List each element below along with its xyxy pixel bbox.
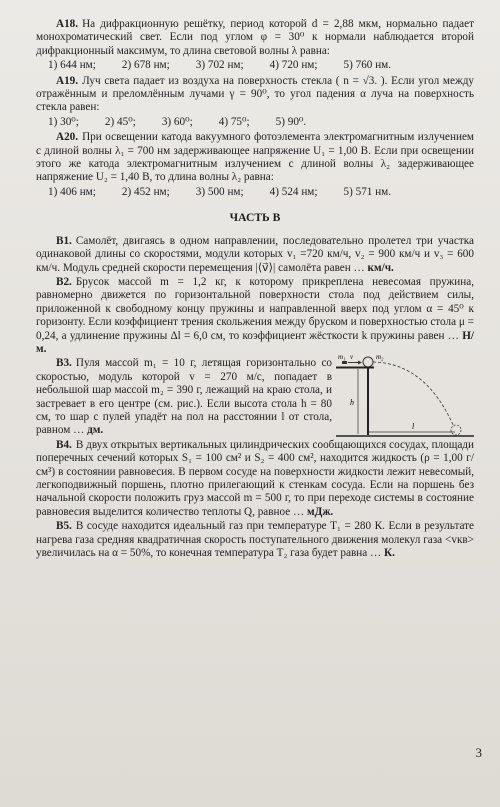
- landing-ball: [451, 425, 461, 435]
- question-text: Брусок массой m = 1,2 кг, к которому прикреплена невесомая пружина, равномерно движется по горизонтальной поверхности стола под действием силы, приложенной к свободному концу пружины и направленной вверх под углом α = 45⁰ к горизонту. Если коэффициент трения скольжения между бруском и поверхностью стола μ = 0,24, а удлинение пружины Δl = 6,0 см, то коэффициент жёсткости k пружины равен …: [36, 275, 474, 342]
- question-text: При освещении катода вакуумного фотоэлемента электромагнитным излучением с длиной волны λ₁ = 700 нм задерживающее напряжение U₁ = 1,00 В. Если при освещении этого же катода электромагнитным излучением с длиной волны λ₂ задерживающее напряжение U₂ = 1,40 В, то длина волны λ₂ равна:: [36, 131, 474, 184]
- label-l: l: [412, 422, 415, 432]
- question-text: Пуля массой m₁ = 10 г, летящая горизонтально со скоростью, модуль которой v = 270 м/с, попадает в небольшой шар массой m₂ = 390 г, лежащий на краю стола, и застревает в его центре (см. рис.). Если высота стола h = 80 см, то шар с пулей упадёт на пол на расстоянии l от стола, равном …: [36, 357, 332, 437]
- velocity-arrowhead: [358, 361, 362, 365]
- question-number: В5.: [56, 520, 72, 533]
- question-number: В4.: [56, 438, 72, 451]
- answer-unit: Н/м.: [36, 329, 474, 355]
- answer-option: 3) 500 нм;: [195, 185, 244, 198]
- table-projectile-figure: [336, 353, 474, 445]
- answer-option: 4) 524 нм;: [269, 185, 318, 198]
- answer-option: 2) 678 нм;: [121, 59, 170, 72]
- answer-option: 5) 571 нм.: [343, 185, 392, 198]
- bullet-shape: [342, 361, 347, 364]
- answer-option: 2) 452 нм;: [121, 185, 170, 198]
- question-text: Самолёт, двигаясь в одном направлении, последовательно пролетел три участка одинаковой длины со скоростями, модули которых v₁ =720 км/ч, v₂ = 900 км/ч и v₃ = 600 км/ч. Модуль средней скорости перемещения |⟨v⃗⟩| самолёта равен …: [36, 234, 474, 274]
- ball-shape: [363, 357, 373, 367]
- answer-unit: К.: [383, 547, 395, 560]
- question-text: Луч света падает из воздуха на поверхность стекла ( n = √3. ). Если угол между отражённым и преломлённым лучами γ = 90⁰, то угол падения α луча на поверхность стекла равен:: [36, 74, 474, 114]
- answer-unit: дм.: [87, 424, 104, 437]
- answer-option: 4) 720 нм;: [269, 59, 318, 72]
- question-b4: [36, 439, 474, 519]
- answer-option: 3) 702 нм;: [195, 59, 244, 72]
- answer-option: 4) 75⁰;: [218, 115, 250, 128]
- question-a20: [36, 131, 474, 185]
- answer-option: 3) 60⁰;: [161, 115, 193, 128]
- question-a19: [36, 75, 474, 115]
- answer-option: 1) 644 нм;: [48, 59, 96, 72]
- trajectory-curve: [373, 362, 454, 427]
- answer-option: 1) 30⁰;: [48, 115, 79, 128]
- answer-options-a19: [48, 116, 474, 129]
- label-m1: m₁: [338, 353, 346, 362]
- question-number: A18.: [56, 18, 79, 30]
- answer-option: 1) 406 нм;: [48, 185, 96, 198]
- question-number: A19.: [56, 74, 79, 87]
- question-number: В2.: [56, 275, 72, 288]
- question-b5: [36, 520, 474, 560]
- label-m2: m₂: [376, 353, 384, 362]
- question-number: В1.: [56, 234, 72, 247]
- question-number: A20.: [56, 131, 79, 144]
- label-v: v⃗: [350, 353, 359, 362]
- question-text: В двух открытых вертикальных цилиндрических сообщающихся сосудах, площади поперечных сечений которых S₁ = 100 см² и S₂ = 400 см², находится жидкость (ρ = 1,00 г/см³) в состоянии равновесия. В первом сосуде на поверхности жидкости лежит невесомый, легкоподвижный поршень, плотно прилегающий к стенкам сосуда. Если на поршень без начальной скорости положить груз массой m = 500 г, то при переходе системы в состояние равновесия выделится количество теплоты Q, равное …: [36, 438, 474, 518]
- question-a18: [36, 18, 474, 58]
- question-b3: [36, 353, 474, 437]
- question-b1: [36, 235, 474, 275]
- answer-options-a18: [48, 59, 474, 72]
- answer-unit: км/ч.: [367, 261, 394, 274]
- answer-option: 2) 45⁰;: [104, 115, 136, 128]
- question-text: На дифракционную решётку, период которой d = 2,88 мкм, нормально падает монохроматический свет. Если под углом φ = 30⁰ к нормали наблюдается второй дифракционный максимум, то длина световой волны λ равна:: [36, 18, 474, 57]
- question-text: В сосуде находится идеальный газ при температуре T₁ = 280 К. Если в результате нагрева газа средняя квадратичная скорость поступательного движения молекул газа <vкв> увеличилась на α = 50%, то конечная температура T₂ газа будет равна …: [36, 520, 474, 560]
- answer-option: 5) 760 нм.: [343, 59, 392, 72]
- answer-unit: мДж.: [307, 505, 334, 518]
- page-number: 3: [475, 744, 482, 760]
- section-title: ЧАСТЬ В: [229, 211, 281, 225]
- question-b2: [36, 276, 474, 356]
- question-number: В3.: [56, 357, 72, 370]
- answer-option: 5) 90⁰.: [275, 115, 307, 128]
- answer-options-a20: [48, 186, 474, 199]
- label-h: h: [350, 398, 354, 408]
- question-b3-text-block: [36, 357, 332, 437]
